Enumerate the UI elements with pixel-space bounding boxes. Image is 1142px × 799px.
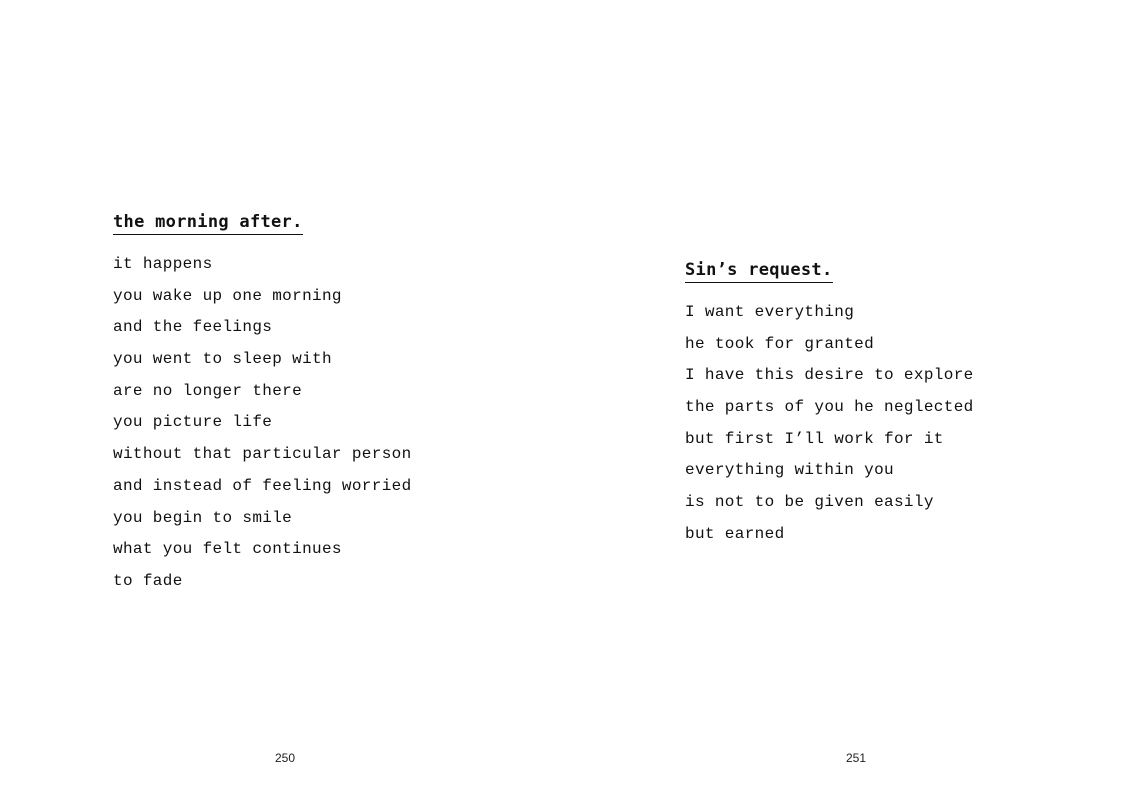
poem-the-morning-after — [113, 211, 412, 598]
poem-line: everything within you — [685, 461, 894, 480]
poem-line: I want everything — [685, 303, 855, 321]
poem-line: it happens — [113, 255, 213, 273]
poem-line: you begin to smile — [113, 508, 293, 527]
poem-lines — [113, 249, 412, 598]
poem-title: Sin’s request. — [685, 259, 833, 283]
poem-line: and instead of feeling worried — [113, 476, 412, 495]
poem-line: are no longer there — [113, 381, 303, 400]
poem-line: but earned — [685, 524, 785, 543]
poem-line: I have this desire to explore — [685, 366, 974, 385]
poem-title: the morning after. — [113, 211, 303, 235]
poem-line: to fade — [113, 571, 183, 590]
poem-line: but first I’ll work for it — [685, 429, 944, 448]
poem-line: you wake up one morning — [113, 286, 342, 305]
poem-line: and the feelings — [113, 318, 273, 337]
poem-line: is not to be given easily — [685, 493, 934, 512]
page-number: 250 — [274, 751, 296, 765]
poem-line: you picture life — [113, 413, 273, 432]
page-number: 251 — [845, 751, 867, 765]
poem-line: you went to sleep with — [113, 350, 332, 369]
right-page — [571, 0, 1142, 799]
poem-line: what you felt continues — [113, 540, 342, 559]
poem-line: he took for granted — [685, 334, 875, 353]
poem-lines — [685, 297, 974, 551]
poem-line: the parts of you he neglected — [685, 398, 974, 417]
poem-line: without that particular person — [113, 445, 412, 464]
poem-sins-request — [685, 259, 974, 551]
